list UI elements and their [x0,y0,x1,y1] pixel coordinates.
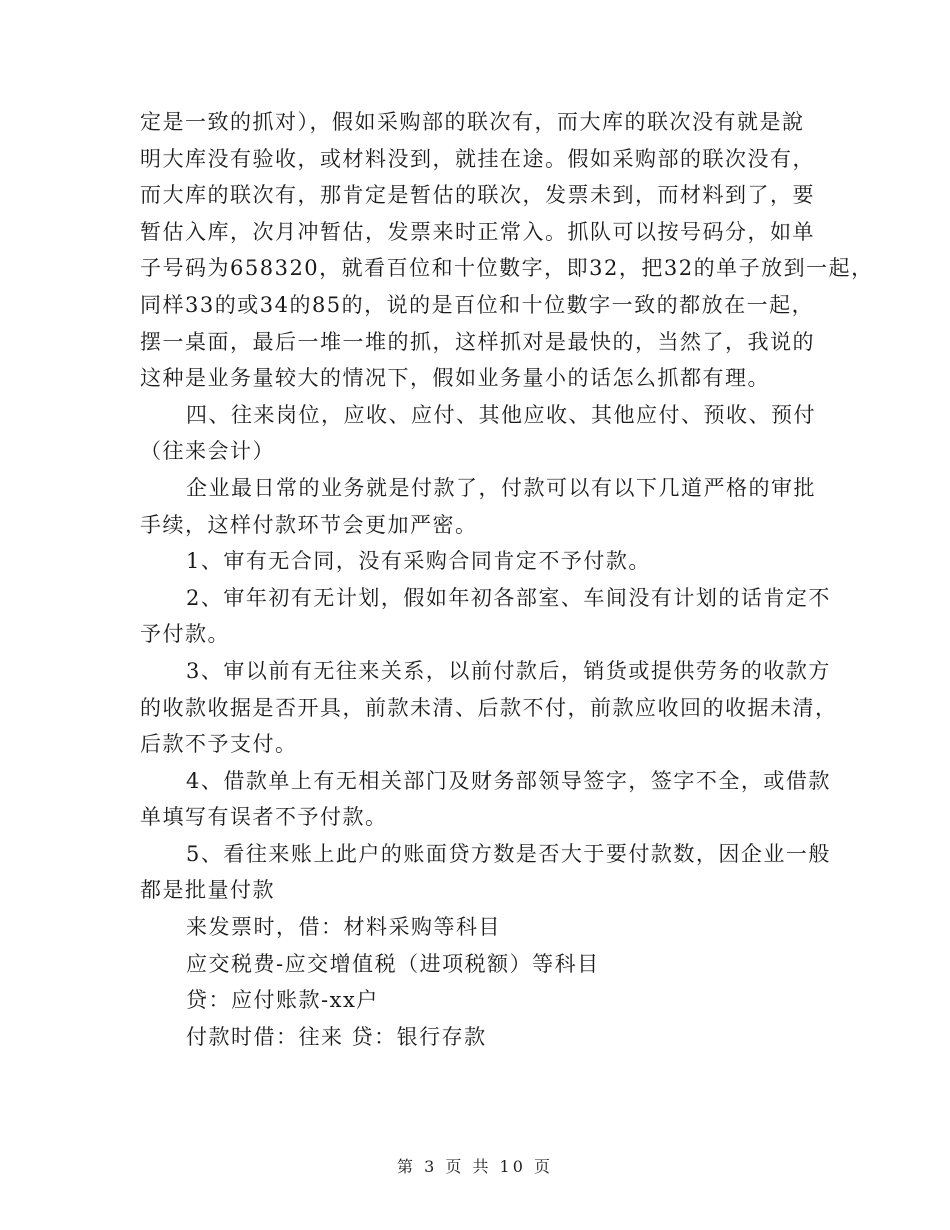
text-line: 这种是业务量较大的情况下，假如业务量小的话怎么抓都有理。 [140,366,770,391]
list-item: 4、借款单上有无相关部门及财务部领导签字，签字不全，或借款 [186,768,831,793]
page-number-footer: 第 3 页 共 10 页 [397,1157,553,1176]
text-line: 摆一桌面，最后一堆一堆的抓，这样抓对是最快的，当然了，我说的 [140,329,815,354]
text-line: 的收款收据是否开具，前款未清、后款不付，前款应收回的收据未清， [140,695,838,720]
text-line: 定是一致的抓对），假如采购部的联次有，而大库的联次没有就是說 [140,110,805,134]
paragraph-start: 企业最日常的业务就是付款了，付款可以有以下几道严格的审批 [186,475,816,500]
section-heading: 四、往来岗位，应收、应付、其他应收、其他应付、预收、预付 [186,402,816,427]
text-line: 明大库没有验收，或材料没到，就挂在途。假如采购部的联次没有， [140,146,815,171]
text-line: 都是批量付款 [140,878,275,903]
list-item: 5、看往来账上此户的账面贷方数是否大于要付款数，因企业一般 [186,841,831,866]
text-line: 同样33的或34的85的，说的是百位和十位數字一致的都放在一起， [140,292,815,317]
text-line: 手续，这样付款环节会更加严密。 [140,512,478,537]
list-item: 3、审以前有无往来关系，以前付款后，销货或提供劳务的收款方 [186,658,831,683]
journal-entry-line: 付款时借：往来 贷：银行存款 [186,1024,487,1049]
journal-entry-line: 来发票时，借：材料采购等科目 [186,915,501,940]
journal-entry-line: 贷：应付账款-xx户 [186,988,379,1013]
text-line: （往来会计） [140,439,275,464]
journal-entry-line: 应交税费-应交增值税（进项税额）等科目 [186,951,600,976]
text-line: 子号码为658320，就看百位和十位數字，即32，把32的单子放到一起， [140,256,874,281]
body-text [140,104,874,1055]
text-line: 暂估入库，次月冲暂估，发票来时正常入。抓队可以按号码分，如单 [140,219,815,244]
text-line: 后款不予支付。 [140,732,298,757]
text-line: 单填写有误者不予付款。 [140,805,388,830]
list-item: 1、审有无合同，没有采购合同肯定不予付款。 [186,549,651,574]
text-line: 予付款。 [140,622,230,647]
text-line: 而大库的联次有，那肯定是暂估的联次，发票未到，而材料到了，要 [140,183,815,208]
list-item: 2、审年初有无计划，假如年初各部室、车间没有计划的话肯定不 [186,585,831,610]
